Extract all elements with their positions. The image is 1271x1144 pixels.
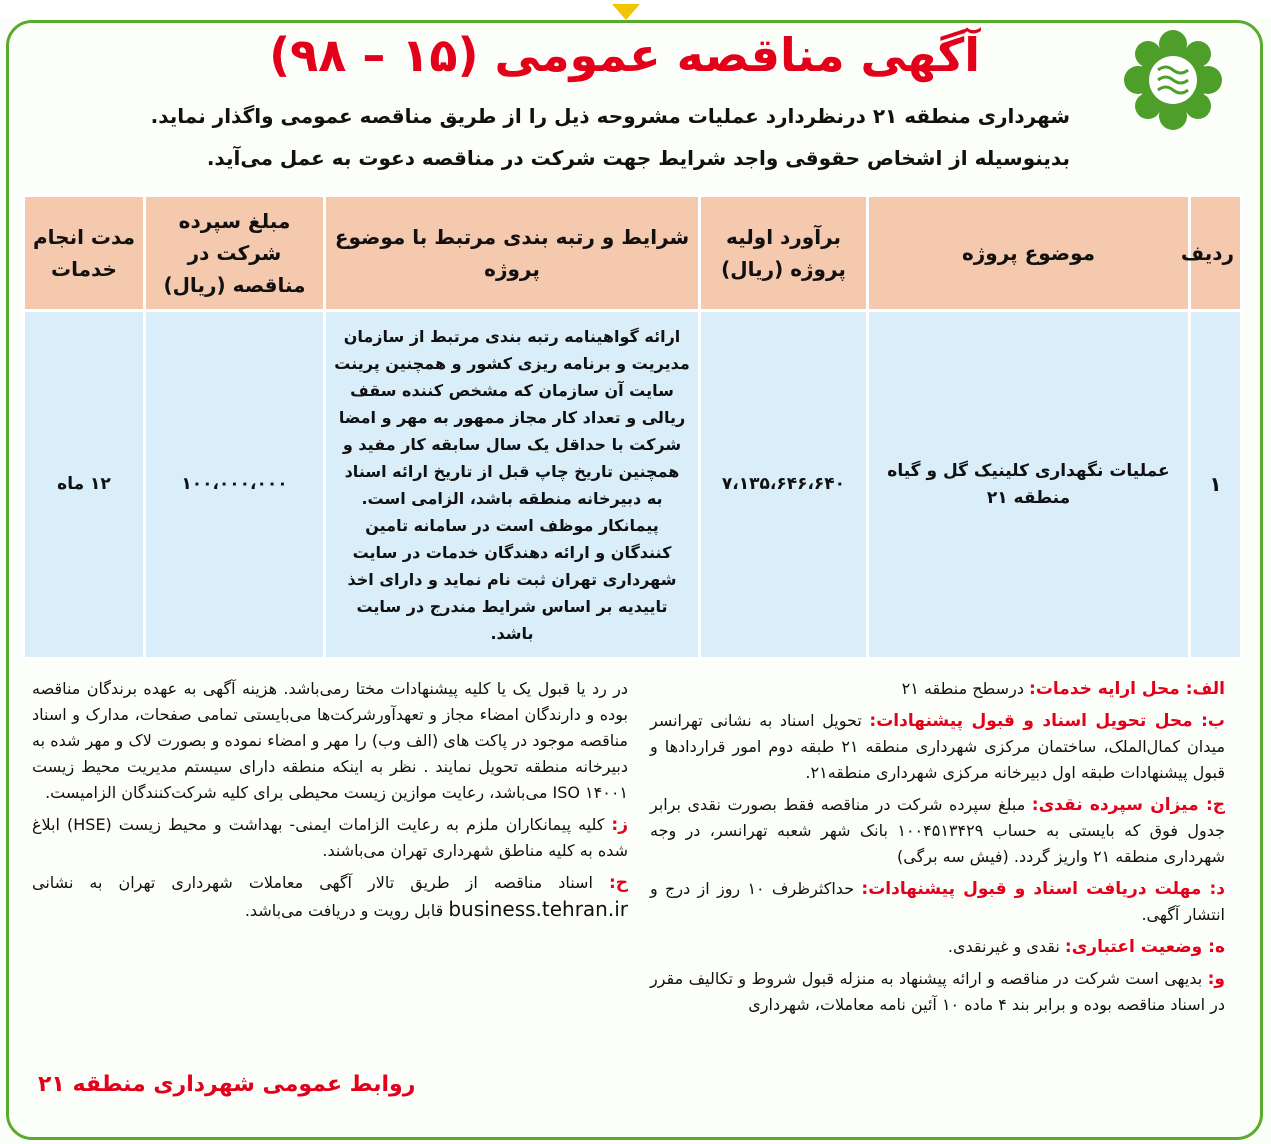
header-deposit: مبلغ سپرده شرکت در مناقصه (ریال) bbox=[145, 196, 325, 311]
clause-c bbox=[650, 792, 1225, 870]
header-initial-estimate: برآورد اولیه پروژه (ریال) bbox=[700, 196, 868, 311]
clause-h bbox=[32, 870, 628, 924]
intro-line-1 bbox=[150, 104, 1070, 128]
clause-a bbox=[650, 676, 1225, 702]
clause-a-text: درسطح منطقه ۲۱ bbox=[901, 679, 1030, 698]
cell-row-number: ۱ bbox=[1190, 311, 1242, 659]
clause-f-text: بدیهی است شرکت در مناقصه و ارائه پیشنهاد به منزله قبول شروط و تکالیف مقرر در اسناد مناقصه بوده و برابر بند ۴ ماده ۱۰ آئین نامه معاملات، شهرداری bbox=[650, 969, 1225, 1014]
clause-f-continued: در رد یا قبول یک یا کلیه پیشنهادات مختا رمی‌باشد. هزینه آگهی به عهده برندگان مناقصه بوده و دارندگان امضاء مجاز و تعهدآورشرکت‌ها می‌بایستی تمامی صفحات، مدارک و اسناد مناقصه موجود در پاکت های (الف وب) را مهر و امضاء نموده و بصورت لاک و مهر شده به دبیرخانه منطقه تحویل نمایند . نظر به اینکه منطقه دارای سیستم مدیریت محیط زیست ۱۴۰۰۱ ISO می‌باشد، رعایت موازین زیست محیطی برای کلیه شرکت‌کنندگان الزامیست. bbox=[32, 679, 628, 802]
intro-line-1-text: درنظردارد عملیات مشروحه ذیل را از طریق مناقصه عمومی واگذار نماید. bbox=[150, 104, 873, 128]
cell-conditions: ارائه گواهینامه رتبه بندی مرتبط از سازمان مدیریت و برنامه ریزی کشور و همچنین پرینت سایت آن سازمان که مشخص کننده سقف ریالی و تعداد کار مجاز ممهور به مهر و امضا شرکت با حداقل یک سال سابقه کار مفید و همچنین تاریخ چاپ قبل از تاریخ ارائه اسناد به دبیرخانه منطقه باشد، الزامی است. پیمانکار موظف است در سامانه تامین کنندگان و ارائه دهندگان خدمات در سایت شهرداری تهران ثبت نام نماید و دارای اخذ تاییدیه بر اساس شرایط مندرج در سایت باشد. bbox=[325, 311, 700, 659]
header-project-subject: موضوع پروژه bbox=[868, 196, 1190, 311]
clause-g bbox=[32, 812, 628, 864]
clause-a-label: الف: محل ارایه خدمات: bbox=[1029, 679, 1225, 699]
clause-d-text: حداکثرظرف ۱۰ روز از درج و انتشار آگهی. bbox=[650, 879, 1225, 924]
clause-c-label: ج: میزان سپرده نقدی: bbox=[1031, 795, 1225, 815]
clause-e-text: نقدی و غیرنقدی. bbox=[947, 937, 1065, 956]
clause-g-text: کلیه پیمانکاران ملزم به رعایت الزامات ایمنی- بهداشت و محیط زیست (HSE) ابلاغ شده به کلیه مناطق شهرداری تهران می‌باشند. bbox=[32, 815, 628, 860]
clause-h-tail: قابل رویت و دریافت می‌باشد. bbox=[244, 901, 449, 920]
clauses-right-column bbox=[650, 676, 1225, 1024]
cell-deposit: ۱۰۰،۰۰۰،۰۰۰ bbox=[145, 311, 325, 659]
yellow-marker-icon bbox=[612, 4, 640, 20]
clause-b-text: تحویل اسناد به نشانی تهرانسر میدان کمال‌الملک، ساختمان مرکزی شهرداری منطقه ۲۱ طبقه دوم امور قراردادها و قبول پیشنهادات طبقه اول دبیرخانه مرکزی شهرداری منطقه۲۱. bbox=[650, 711, 1226, 782]
clause-g-label: ز: bbox=[611, 815, 629, 835]
header-conditions: شرایط و رتبه بندی مرتبط با موضوع پروژه bbox=[325, 196, 700, 311]
clause-e-label: ه: وضعیت اعتباری: bbox=[1064, 937, 1225, 957]
clause-d-label: د: مهلت دریافت اسناد و قبول پیشنهادات: bbox=[861, 879, 1226, 899]
table-row bbox=[24, 311, 1242, 659]
clause-h-text: اسناد مناقصه از طریق تالار آگهی معاملات شهرداری تهران به نشانی bbox=[32, 873, 609, 892]
table-header-row bbox=[24, 196, 1242, 311]
intro-line-2: بدینوسیله از اشخاص حقوقی واجد شرایط جهت شرکت در مناقصه دعوت به عمل می‌آید. bbox=[206, 146, 1070, 170]
clause-f bbox=[650, 966, 1225, 1018]
clause-e bbox=[650, 934, 1225, 960]
tender-table bbox=[22, 194, 1243, 660]
header-row-number: ردیف bbox=[1190, 196, 1242, 311]
clauses-left-column bbox=[32, 676, 628, 930]
clause-f-label: و: bbox=[1207, 969, 1225, 989]
clause-d bbox=[650, 876, 1225, 928]
intro-organization: شهرداری منطقه ۲۱ bbox=[872, 104, 1070, 128]
cell-initial-estimate: ۷،۱۳۵،۶۴۶،۶۴۰ bbox=[700, 311, 868, 659]
business-url-link[interactable]: business.tehran.ir bbox=[448, 897, 628, 921]
cell-duration: ۱۲ ماه bbox=[24, 311, 145, 659]
clause-b-label: ب: محل تحویل اسناد و قبول پیشنهادات: bbox=[869, 711, 1225, 731]
clause-h-label: ح: bbox=[608, 873, 628, 893]
clause-c-text: مبلغ سپرده شرکت در مناقصه فقط بصورت نقدی برابر جدول فوق که بایستی به حساب ۱۰۰۴۵۱۳۴۲۹ بانک شهر شعبه تهرانسر، در وجه شهرداری منطقه ۲۱ واریز گردد. (فیش سه برگی) bbox=[650, 795, 1226, 866]
public-relations-signature: روابط عمومی شهرداری منطقه ۲۱ bbox=[38, 1072, 416, 1097]
clause-b bbox=[650, 708, 1225, 786]
tehran-municipality-logo-icon bbox=[1118, 30, 1228, 130]
header-duration: مدت انجام خدمات bbox=[24, 196, 145, 311]
notice-title: آگهی مناقصه عمومی (۱۵ – ۹۸) bbox=[269, 28, 980, 82]
cell-project-subject: عملیات نگهداری کلینیک گل و گیاه منطقه ۲۱ bbox=[868, 311, 1190, 659]
